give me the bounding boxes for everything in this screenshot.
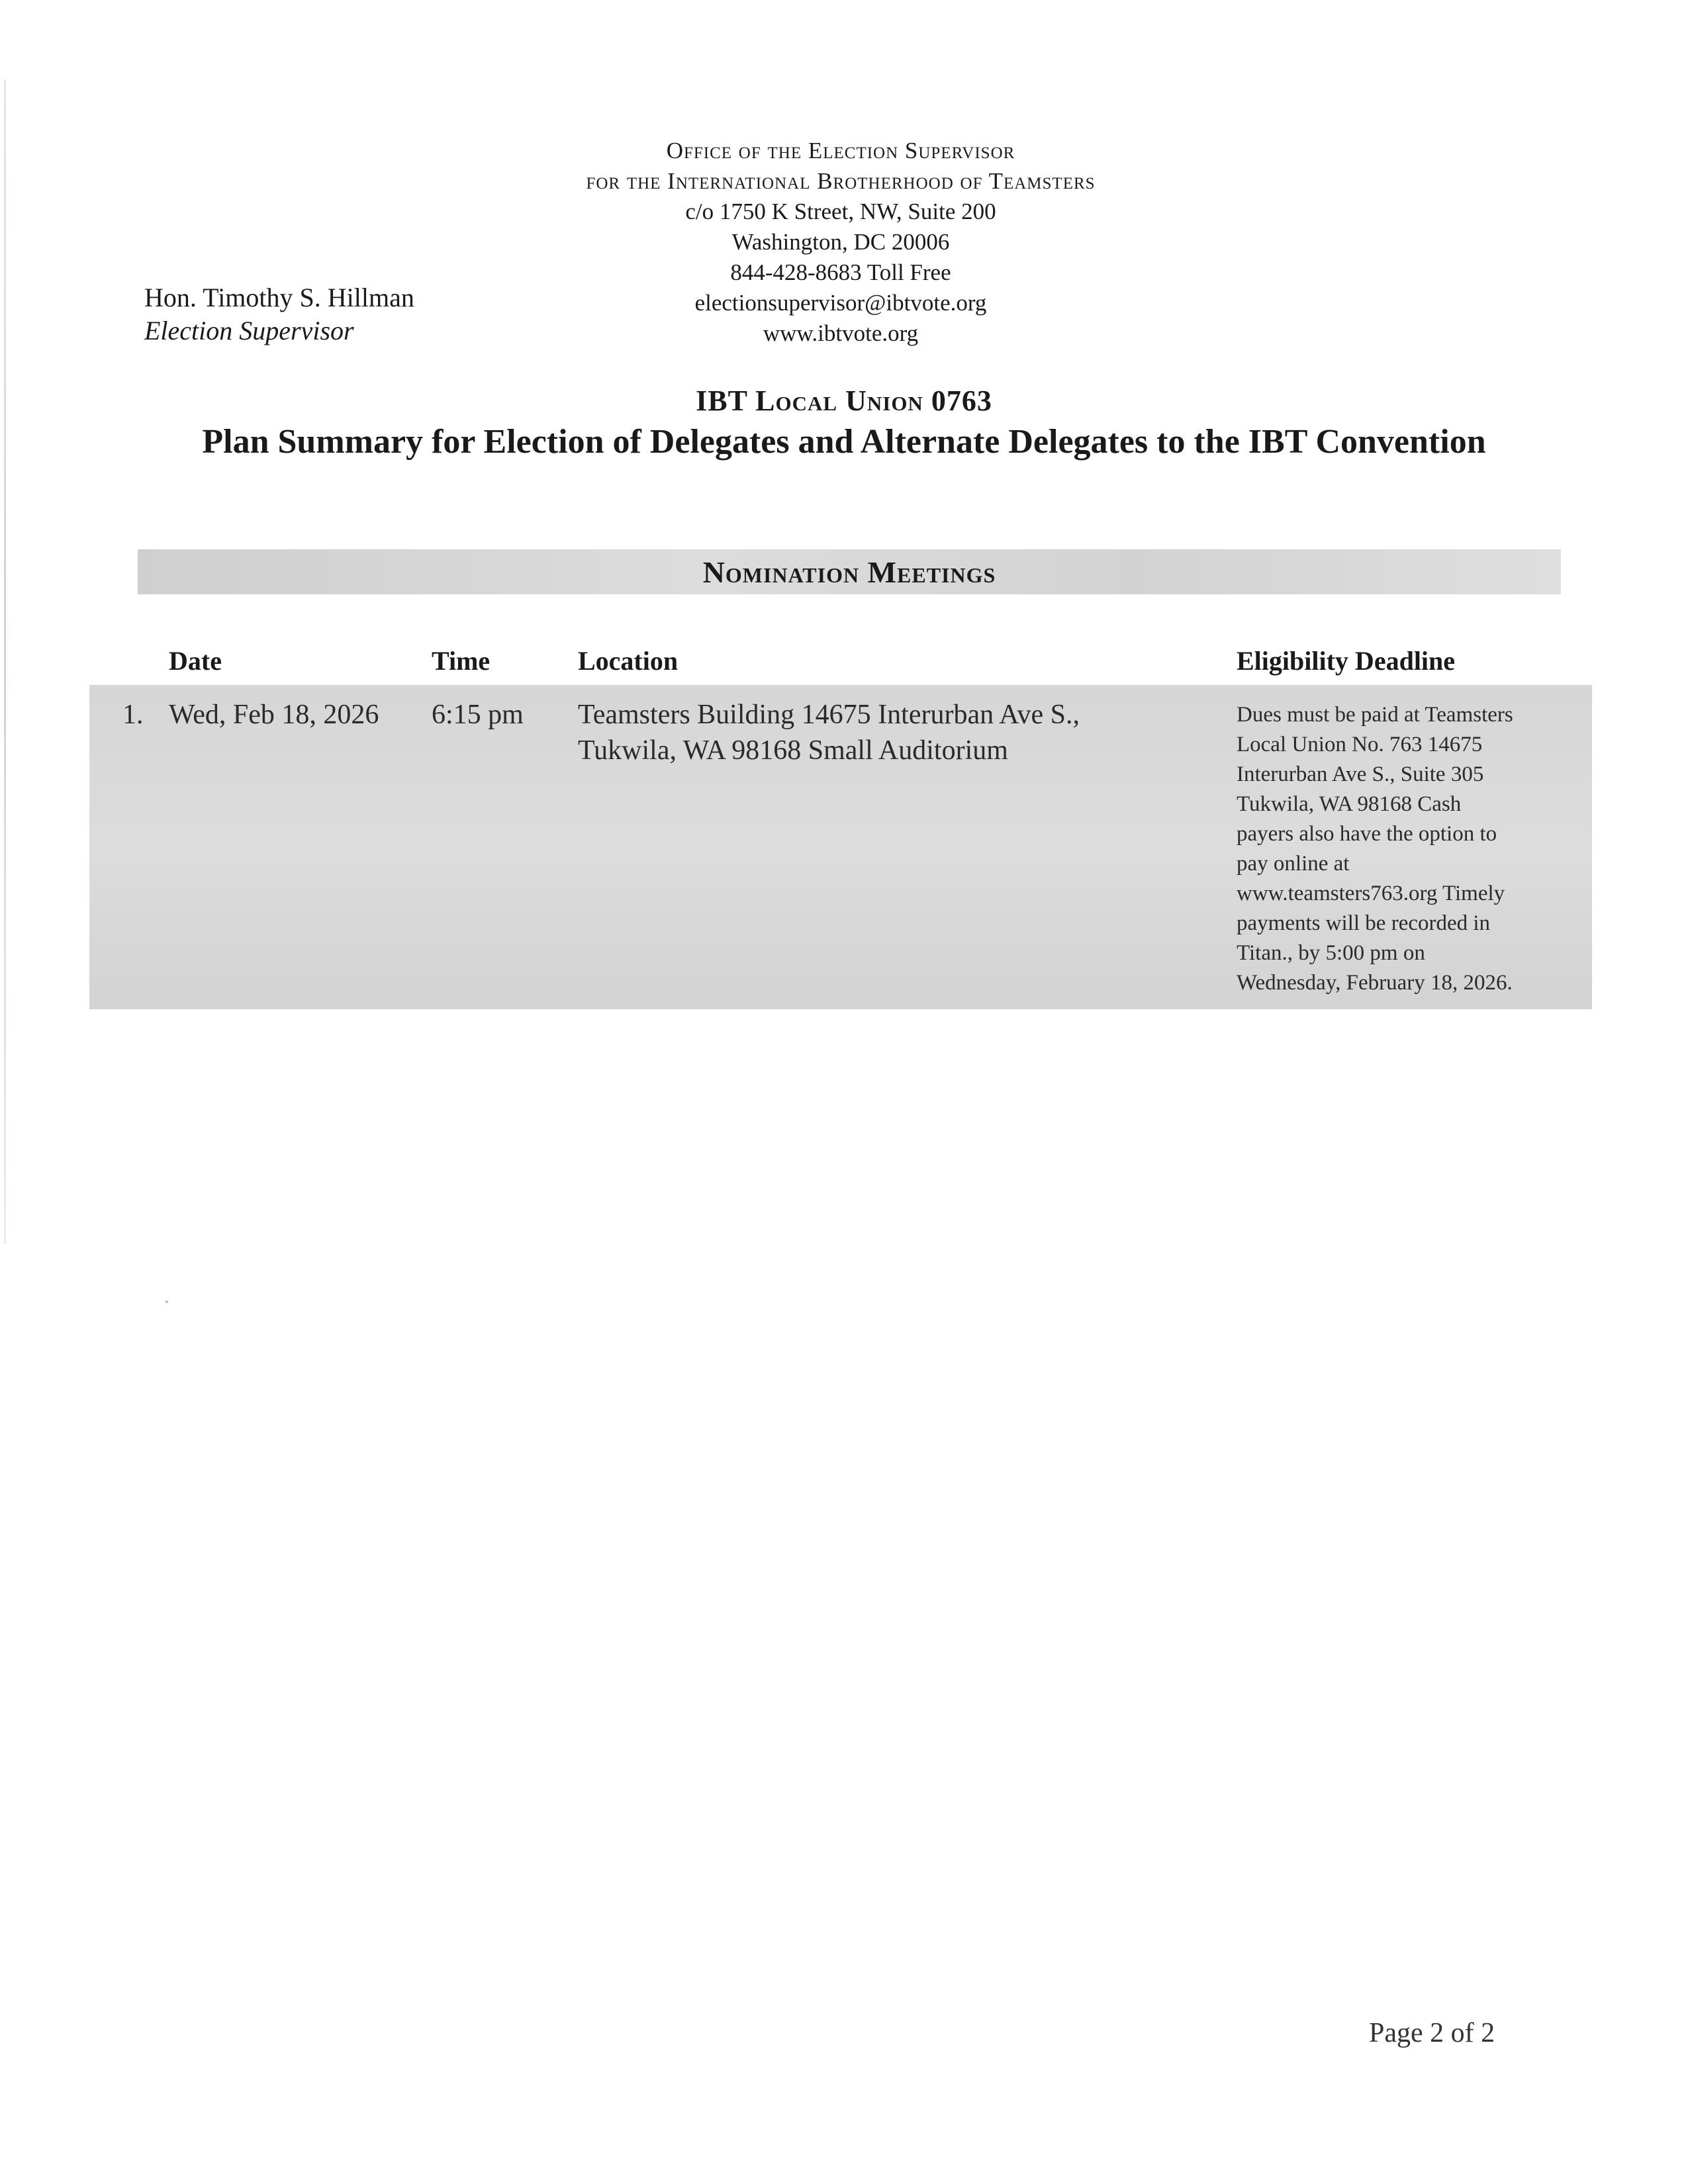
- deadline-line: Local Union No. 763 14675: [1237, 733, 1483, 756]
- row-time: 6:15 pm: [432, 700, 524, 730]
- row-number: 1.: [122, 700, 144, 730]
- section-band: [138, 549, 1561, 594]
- supervisor-block: [144, 281, 414, 347]
- row-location-line1: Teamsters Building 14675 Interurban Ave S.,: [578, 700, 1080, 730]
- letterhead-address: c/o 1750 K Street, NW, Suite 200: [685, 199, 996, 224]
- column-header-location: Location: [578, 646, 679, 676]
- deadline-line: Dues must be paid at Teamsters: [1237, 703, 1513, 727]
- page-number: Page 2 of 2: [1369, 2018, 1495, 2048]
- row-location-line2: Tukwila, WA 98168 Small Auditorium: [578, 735, 1008, 766]
- deadline-line: Wednesday, February 18, 2026.: [1237, 971, 1513, 995]
- letterhead: [410, 136, 1271, 349]
- local-union-title: IBT Local Union 0763: [696, 385, 992, 417]
- letterhead-office: Office of the Election Supervisor: [666, 138, 1015, 163]
- letterhead-phone: 844-428-8683 Toll Free: [730, 259, 951, 285]
- deadline-line: pay online at: [1237, 852, 1350, 876]
- column-header-time: Time: [432, 646, 491, 676]
- deadline-line: payers also have the option to: [1237, 822, 1497, 846]
- supervisor-name: Hon. Timothy S. Hillman: [144, 283, 414, 312]
- letterhead-website: www.ibtvote.org: [763, 320, 919, 346]
- plan-title: Plan Summary for Election of Delegates and Alternate Delegates to the IBT Convention: [202, 423, 1486, 461]
- row-date: Wed, Feb 18, 2026: [169, 700, 379, 730]
- supervisor-title: Election Supervisor: [144, 316, 354, 345]
- letterhead-organization: for the International Brotherhood of Teamsters: [586, 168, 1096, 194]
- scan-speck: [165, 1300, 168, 1303]
- deadline-line: Tukwila, WA 98168 Cash: [1237, 792, 1462, 816]
- row-location: [578, 697, 1080, 768]
- deadline-line: payments will be recorded in: [1237, 911, 1491, 935]
- column-header-date: Date: [169, 646, 222, 676]
- column-header-eligibility: Eligibility Deadline: [1237, 646, 1456, 676]
- deadline-line: Titan., by 5:00 pm on: [1237, 941, 1425, 965]
- scan-edge-line: [4, 79, 6, 1244]
- row-eligibility-deadline: [1237, 700, 1587, 998]
- section-title: Nomination Meetings: [702, 555, 996, 589]
- letterhead-city: Washington, DC 20006: [731, 229, 950, 255]
- deadline-line: www.teamsters763.org Timely: [1237, 882, 1505, 905]
- letterhead-email: electionsupervisor@ibtvote.org: [694, 290, 987, 316]
- deadline-line: Interurban Ave S., Suite 305: [1237, 762, 1484, 786]
